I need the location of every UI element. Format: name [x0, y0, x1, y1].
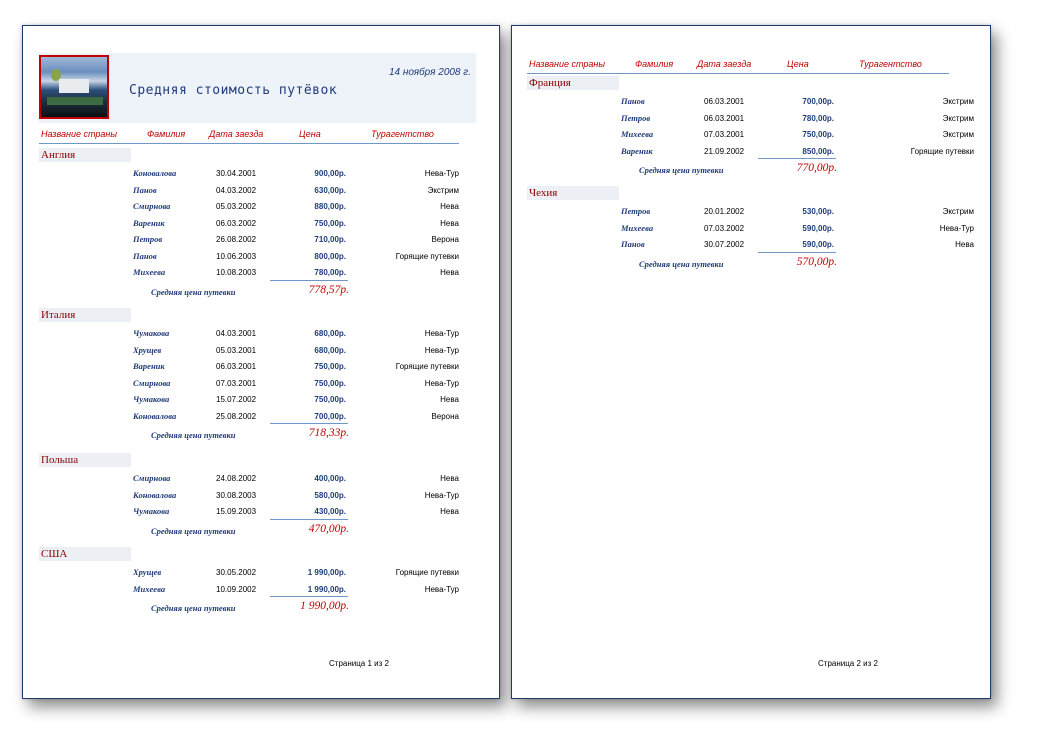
row-price: 430,00р. — [314, 507, 346, 516]
row-surname: Панов — [621, 96, 645, 106]
group-header-country: Италия — [39, 308, 131, 322]
row-price: 1 990,00р. — [307, 568, 346, 577]
row-agency: Экстрим — [942, 113, 974, 123]
row-surname: Петров — [621, 206, 651, 216]
row-surname: Вареник — [621, 145, 653, 156]
row-agency: Нева — [440, 202, 459, 211]
row-agency: Нева-Тур — [424, 169, 459, 178]
average-price-label: Средняя цена путевки — [639, 258, 724, 269]
row-agency: Нева-Тур — [424, 345, 459, 355]
average-price-label: Средняя цена путевки — [151, 286, 236, 297]
row-price: 590,00р. — [802, 223, 834, 233]
row-surname: Чумакова — [133, 328, 170, 338]
row-agency: Горящие путевки — [910, 146, 974, 156]
row-date: 24.08.2002 — [216, 474, 257, 483]
row-date: 05.03.2002 — [216, 202, 257, 211]
row-date: 26.08.2002 — [216, 235, 257, 244]
average-price-value: 770,00р. — [796, 162, 837, 174]
row-agency: Горящие путевки — [395, 251, 459, 261]
row-price: 850,00р. — [802, 146, 834, 156]
row-agency: Горящие путевки — [395, 568, 459, 577]
row-surname: Панов — [621, 239, 645, 249]
row-date: 10.09.2002 — [216, 584, 257, 594]
row-surname: Смирнова — [133, 473, 171, 483]
subtotal-rule — [758, 252, 836, 253]
row-date: 30.08.2003 — [216, 490, 257, 500]
page-footer: Страница 2 из 2 — [818, 659, 878, 668]
col-header-price: Цена — [299, 129, 321, 139]
row-price: 900,00р. — [314, 169, 346, 178]
row-agency: Нева — [440, 268, 459, 277]
average-price-label: Средняя цена путевки — [639, 165, 724, 175]
row-price: 880,00р. — [314, 202, 346, 211]
col-header-price: Цена — [787, 59, 809, 69]
page-footer: Страница 1 из 2 — [329, 659, 389, 668]
col-header-country: Название страны — [529, 59, 605, 69]
group-header-country: США — [39, 547, 131, 561]
row-price: 780,00р. — [314, 268, 346, 277]
row-surname: Петров — [133, 234, 163, 244]
col-header-surname: Фамилия — [147, 129, 186, 139]
row-price: 1 990,00р. — [307, 584, 346, 594]
row-surname: Коновалова — [133, 410, 177, 421]
row-agency: Верона — [431, 411, 459, 421]
report-date: 14 ноября 2008 г. — [388, 67, 471, 78]
subtotal-rule — [270, 519, 348, 520]
row-price: 780,00р. — [802, 113, 834, 123]
row-agency: Верона — [431, 235, 459, 244]
row-agency: Нева-Тур — [424, 490, 459, 500]
row-price: 400,00р. — [314, 474, 346, 483]
row-surname: Михеева — [133, 267, 166, 277]
row-date: 30.04.2001 — [216, 169, 257, 178]
report-page-1 — [22, 25, 500, 699]
average-price-label: Средняя цена путевки — [151, 525, 236, 536]
row-date: 04.03.2001 — [216, 329, 257, 338]
row-date: 07.03.2001 — [216, 378, 257, 388]
row-date: 30.05.2002 — [216, 568, 257, 577]
row-agency: Нева — [955, 240, 974, 249]
row-surname: Чумакова — [133, 506, 170, 516]
row-date: 21.09.2002 — [704, 146, 745, 156]
row-date: 15.09.2003 — [216, 507, 257, 516]
row-date: 15.07.2002 — [216, 395, 257, 404]
row-surname: Михеева — [621, 222, 654, 233]
row-surname: Хрущев — [133, 344, 162, 355]
row-price: 590,00р. — [802, 240, 834, 249]
col-header-country: Название страны — [41, 129, 117, 139]
row-date: 04.03.2002 — [216, 185, 257, 195]
col-header-agency: Турагентство — [371, 129, 434, 139]
header-rule — [527, 73, 949, 74]
row-surname: Чумакова — [133, 394, 170, 404]
row-surname: Вареник — [133, 217, 165, 228]
row-date: 07.03.2001 — [704, 130, 745, 139]
header-rule — [39, 143, 459, 144]
row-agency: Горящие путевки — [395, 362, 459, 371]
row-price: 800,00р. — [314, 251, 346, 261]
row-price: 680,00р. — [314, 329, 346, 338]
row-agency: Экстрим — [427, 185, 459, 195]
row-agency: Нева — [440, 507, 459, 516]
row-date: 20.01.2002 — [704, 207, 745, 216]
row-surname: Панов — [133, 184, 157, 195]
row-price: 630,00р. — [314, 185, 346, 195]
average-price-value: 718,33р. — [308, 427, 349, 439]
row-date: 25.08.2002 — [216, 411, 257, 421]
row-agency: Экстрим — [942, 207, 974, 216]
group-header-country: Чехия — [527, 186, 619, 200]
row-surname: Панов — [133, 250, 157, 261]
row-price: 710,00р. — [314, 235, 346, 244]
group-header-country: Польша — [39, 453, 131, 467]
row-date: 10.06.2003 — [216, 251, 257, 261]
row-date: 06.03.2001 — [704, 97, 745, 106]
col-header-surname: Фамилия — [635, 59, 674, 69]
row-surname: Михеева — [621, 129, 654, 139]
row-date: 05.03.2001 — [216, 345, 257, 355]
average-price-value: 570,00р. — [796, 255, 837, 268]
row-agency: Нева-Тур — [424, 378, 459, 388]
col-header-agency: Турагентство — [859, 59, 922, 69]
row-surname: Петров — [621, 112, 651, 123]
subtotal-rule — [270, 423, 348, 424]
row-price: 750,00р. — [314, 395, 346, 404]
report-title: Средняя стоимость путёвок — [129, 83, 338, 98]
report-logo-image — [39, 55, 109, 119]
row-agency: Нева-Тур — [939, 223, 974, 233]
row-surname: Смирнова — [133, 201, 171, 211]
subtotal-rule — [758, 158, 836, 159]
row-price: 700,00р. — [802, 97, 834, 106]
row-agency: Нева-Тур — [424, 584, 459, 594]
row-date: 06.03.2002 — [216, 218, 257, 228]
row-price: 680,00р. — [314, 345, 346, 355]
row-surname: Смирнова — [133, 377, 171, 388]
col-header-date: Дата заезда — [697, 59, 752, 69]
row-surname: Коновалова — [133, 489, 177, 500]
row-surname: Хрущев — [133, 567, 162, 577]
row-price: 750,00р. — [802, 130, 834, 139]
average-price-value: 1 990,00р. — [300, 600, 349, 612]
average-price-label: Средняя цена путевки — [151, 430, 236, 440]
row-date: 30.07.2002 — [704, 240, 745, 249]
row-agency: Экстрим — [942, 130, 974, 139]
row-date: 06.03.2001 — [704, 113, 745, 123]
row-agency: Нева — [440, 395, 459, 404]
row-agency: Нева — [440, 218, 459, 228]
col-header-date: Дата заезда — [209, 129, 264, 139]
subtotal-rule — [270, 280, 348, 281]
row-date: 06.03.2001 — [216, 362, 257, 371]
group-header-country: Англия — [39, 148, 131, 162]
report-page-2 — [511, 25, 991, 699]
average-price-value: 470,00р. — [308, 522, 349, 535]
row-surname: Вареник — [133, 361, 165, 371]
row-agency: Экстрим — [942, 97, 974, 106]
row-date: 10.08.2003 — [216, 268, 257, 277]
row-price: 580,00р. — [314, 490, 346, 500]
row-surname: Михеева — [133, 583, 166, 594]
row-surname: Коновалова — [133, 168, 177, 178]
row-date: 07.03.2002 — [704, 223, 745, 233]
row-price: 700,00р. — [314, 411, 346, 421]
group-header-country: Франция — [527, 76, 619, 90]
average-price-label: Средняя цена путевки — [151, 603, 236, 613]
row-price: 750,00р. — [314, 218, 346, 228]
row-price: 750,00р. — [314, 378, 346, 388]
subtotal-rule — [270, 596, 348, 597]
row-agency: Нева — [440, 474, 459, 483]
row-agency: Нева-Тур — [424, 329, 459, 338]
average-price-value: 778,57р. — [308, 283, 349, 296]
row-price: 750,00р. — [314, 362, 346, 371]
row-price: 530,00р. — [802, 207, 834, 216]
